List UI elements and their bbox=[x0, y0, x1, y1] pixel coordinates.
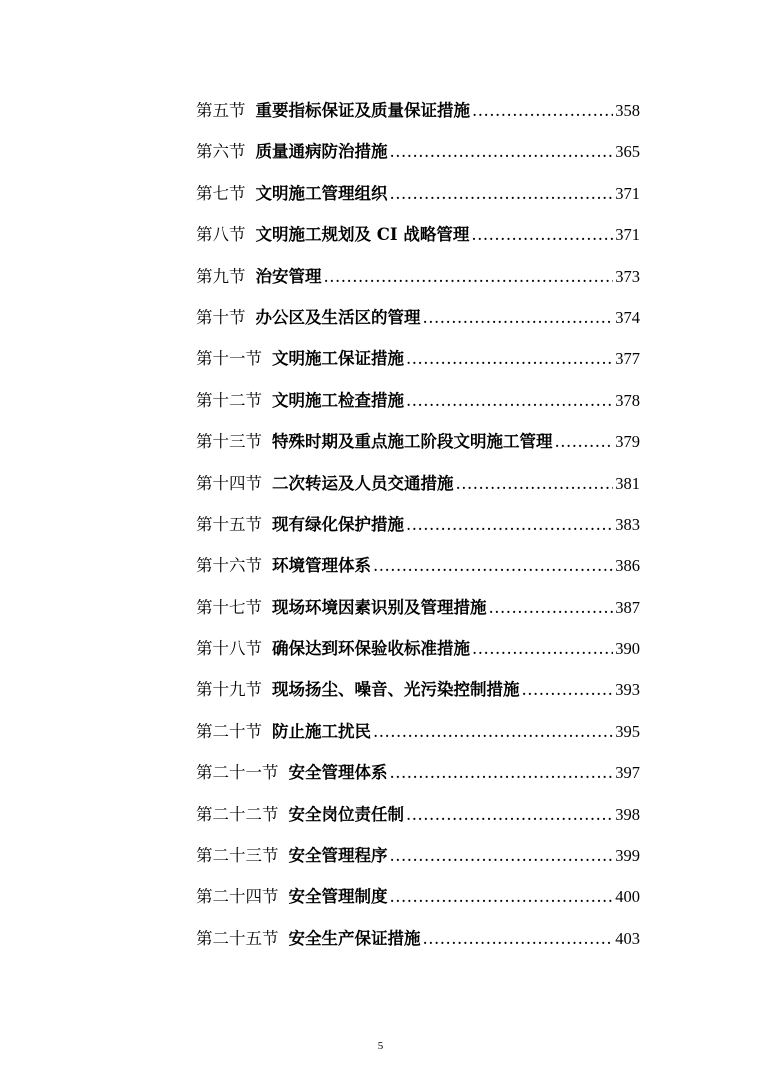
toc-page-number: 400 bbox=[615, 887, 640, 907]
toc-dot-leader bbox=[390, 142, 614, 161]
toc-section-number: 第二十二节 bbox=[196, 804, 279, 824]
toc-section-title: 特殊时期及重点施工阶段文明施工管理 bbox=[272, 432, 553, 452]
toc-page-number: 390 bbox=[615, 639, 640, 659]
toc-dot-leader bbox=[373, 722, 613, 741]
toc-section-title: 文明施工管理组织 bbox=[255, 183, 388, 203]
toc-section-number: 第八节 bbox=[196, 225, 246, 245]
toc-section-title: 文明施工检查措施 bbox=[272, 390, 404, 410]
toc-section-number: 第二十节 bbox=[196, 721, 262, 741]
toc-section-number: 第十七节 bbox=[196, 597, 262, 617]
toc-entry bbox=[196, 925, 640, 966]
toc-section-number: 第二十三节 bbox=[196, 846, 279, 866]
toc-section-number: 第九节 bbox=[196, 266, 246, 286]
toc-dot-leader bbox=[406, 349, 613, 368]
toc-entry bbox=[196, 180, 640, 221]
toc-dot-leader bbox=[555, 432, 614, 451]
toc-section-title: 文明施工规划及 CI 战略管理 bbox=[255, 225, 470, 245]
toc-entry bbox=[196, 470, 640, 511]
toc-entry bbox=[196, 594, 640, 635]
toc-page-number: 387 bbox=[615, 597, 640, 617]
toc-dot-leader bbox=[406, 805, 613, 824]
toc-dot-leader bbox=[489, 598, 614, 617]
toc-page-number: 383 bbox=[615, 514, 640, 534]
toc-section-number: 第十六节 bbox=[196, 556, 262, 576]
toc-page-number: 365 bbox=[615, 142, 640, 162]
toc-section-number: 第二十一节 bbox=[196, 763, 279, 783]
toc-section-number: 第十九节 bbox=[196, 680, 262, 700]
toc-page-number: 399 bbox=[615, 846, 640, 866]
toc-page-number: 378 bbox=[615, 390, 640, 410]
toc-page-number: 374 bbox=[615, 307, 640, 327]
toc-page-number: 395 bbox=[615, 721, 640, 741]
toc-page-number: 358 bbox=[615, 101, 640, 120]
toc-entry bbox=[196, 138, 640, 179]
toc-dot-leader bbox=[423, 929, 614, 948]
toc-section-title: 安全管理程序 bbox=[288, 846, 388, 866]
toc-section-number: 第五节 bbox=[196, 101, 246, 120]
toc-entry bbox=[196, 263, 640, 304]
toc-page-number: 398 bbox=[615, 804, 640, 824]
toc-section-number: 第十五节 bbox=[196, 514, 262, 534]
toc-section-title: 文明施工保证措施 bbox=[272, 349, 404, 369]
toc-section-title: 重要指标保证及质量保证措施 bbox=[255, 101, 470, 120]
toc-page-number: 403 bbox=[615, 928, 640, 948]
toc-page-number: 386 bbox=[615, 556, 640, 576]
toc-entry bbox=[196, 842, 640, 883]
table-of-contents bbox=[196, 97, 640, 966]
toc-dot-leader bbox=[456, 474, 614, 493]
toc-page-number: 373 bbox=[615, 266, 640, 286]
toc-section-title: 二次转运及人员交通措施 bbox=[272, 473, 454, 493]
toc-section-title: 质量通病防治措施 bbox=[255, 142, 388, 162]
toc-page-number: 379 bbox=[615, 432, 640, 452]
toc-dot-leader bbox=[406, 515, 613, 534]
toc-section-title: 安全生产保证措施 bbox=[288, 928, 421, 948]
toc-entry bbox=[196, 883, 640, 924]
toc-dot-leader bbox=[471, 225, 613, 244]
toc-section-number: 第二十五节 bbox=[196, 928, 279, 948]
toc-entry bbox=[196, 387, 640, 428]
toc-section-title: 办公区及生活区的管理 bbox=[255, 307, 421, 327]
toc-section-title: 现场环境因素识别及管理措施 bbox=[272, 597, 487, 617]
toc-section-number: 第十二节 bbox=[196, 390, 262, 410]
toc-dot-leader bbox=[472, 639, 613, 658]
toc-section-number: 第十节 bbox=[196, 307, 246, 327]
toc-entry bbox=[196, 552, 640, 593]
toc-section-title: 现场扬尘、噪音、光污染控制措施 bbox=[272, 680, 520, 700]
toc-entry bbox=[196, 97, 640, 138]
toc-section-number: 第二十四节 bbox=[196, 887, 279, 907]
toc-dot-leader bbox=[390, 184, 614, 203]
toc-section-title: 治安管理 bbox=[255, 266, 322, 286]
toc-dot-leader bbox=[423, 308, 614, 327]
toc-section-title: 安全管理制度 bbox=[288, 887, 388, 907]
toc-page-number: 371 bbox=[615, 225, 640, 245]
toc-section-number: 第十四节 bbox=[196, 473, 262, 493]
toc-entry bbox=[196, 635, 640, 676]
toc-dot-leader bbox=[324, 267, 614, 286]
toc-dot-leader bbox=[390, 887, 614, 906]
page-number: 5 bbox=[377, 1040, 384, 1052]
toc-dot-leader bbox=[472, 101, 613, 120]
toc-entry bbox=[196, 801, 640, 842]
toc-page-number: 377 bbox=[615, 349, 640, 369]
toc-page-number: 371 bbox=[615, 183, 640, 203]
toc-entry bbox=[196, 718, 640, 759]
toc-page-number: 393 bbox=[615, 680, 640, 700]
toc-entry bbox=[196, 345, 640, 386]
toc-entry bbox=[196, 759, 640, 800]
toc-entry bbox=[196, 304, 640, 345]
toc-section-title: 防止施工扰民 bbox=[272, 721, 371, 741]
toc-page-number: 381 bbox=[615, 473, 640, 493]
toc-section-title: 环境管理体系 bbox=[272, 556, 371, 576]
toc-section-number: 第十三节 bbox=[196, 432, 262, 452]
toc-section-number: 第十一节 bbox=[196, 349, 262, 369]
toc-dot-leader bbox=[522, 680, 614, 699]
toc-section-number: 第七节 bbox=[196, 183, 246, 203]
toc-entry bbox=[196, 221, 640, 262]
toc-section-title: 现有绿化保护措施 bbox=[272, 514, 404, 534]
toc-section-title: 安全岗位责任制 bbox=[288, 804, 404, 824]
toc-entry bbox=[196, 511, 640, 552]
toc-section-number: 第十八节 bbox=[196, 639, 262, 659]
toc-dot-leader bbox=[406, 391, 613, 410]
toc-dot-leader bbox=[390, 763, 614, 782]
toc-section-number: 第六节 bbox=[196, 142, 246, 162]
toc-page-number: 397 bbox=[615, 763, 640, 783]
toc-dot-leader bbox=[373, 556, 613, 575]
toc-section-title: 确保达到环保验收标准措施 bbox=[272, 639, 470, 659]
toc-section-title: 安全管理体系 bbox=[288, 763, 388, 783]
toc-dot-leader bbox=[390, 846, 614, 865]
toc-entry bbox=[196, 676, 640, 717]
toc-entry bbox=[196, 428, 640, 469]
